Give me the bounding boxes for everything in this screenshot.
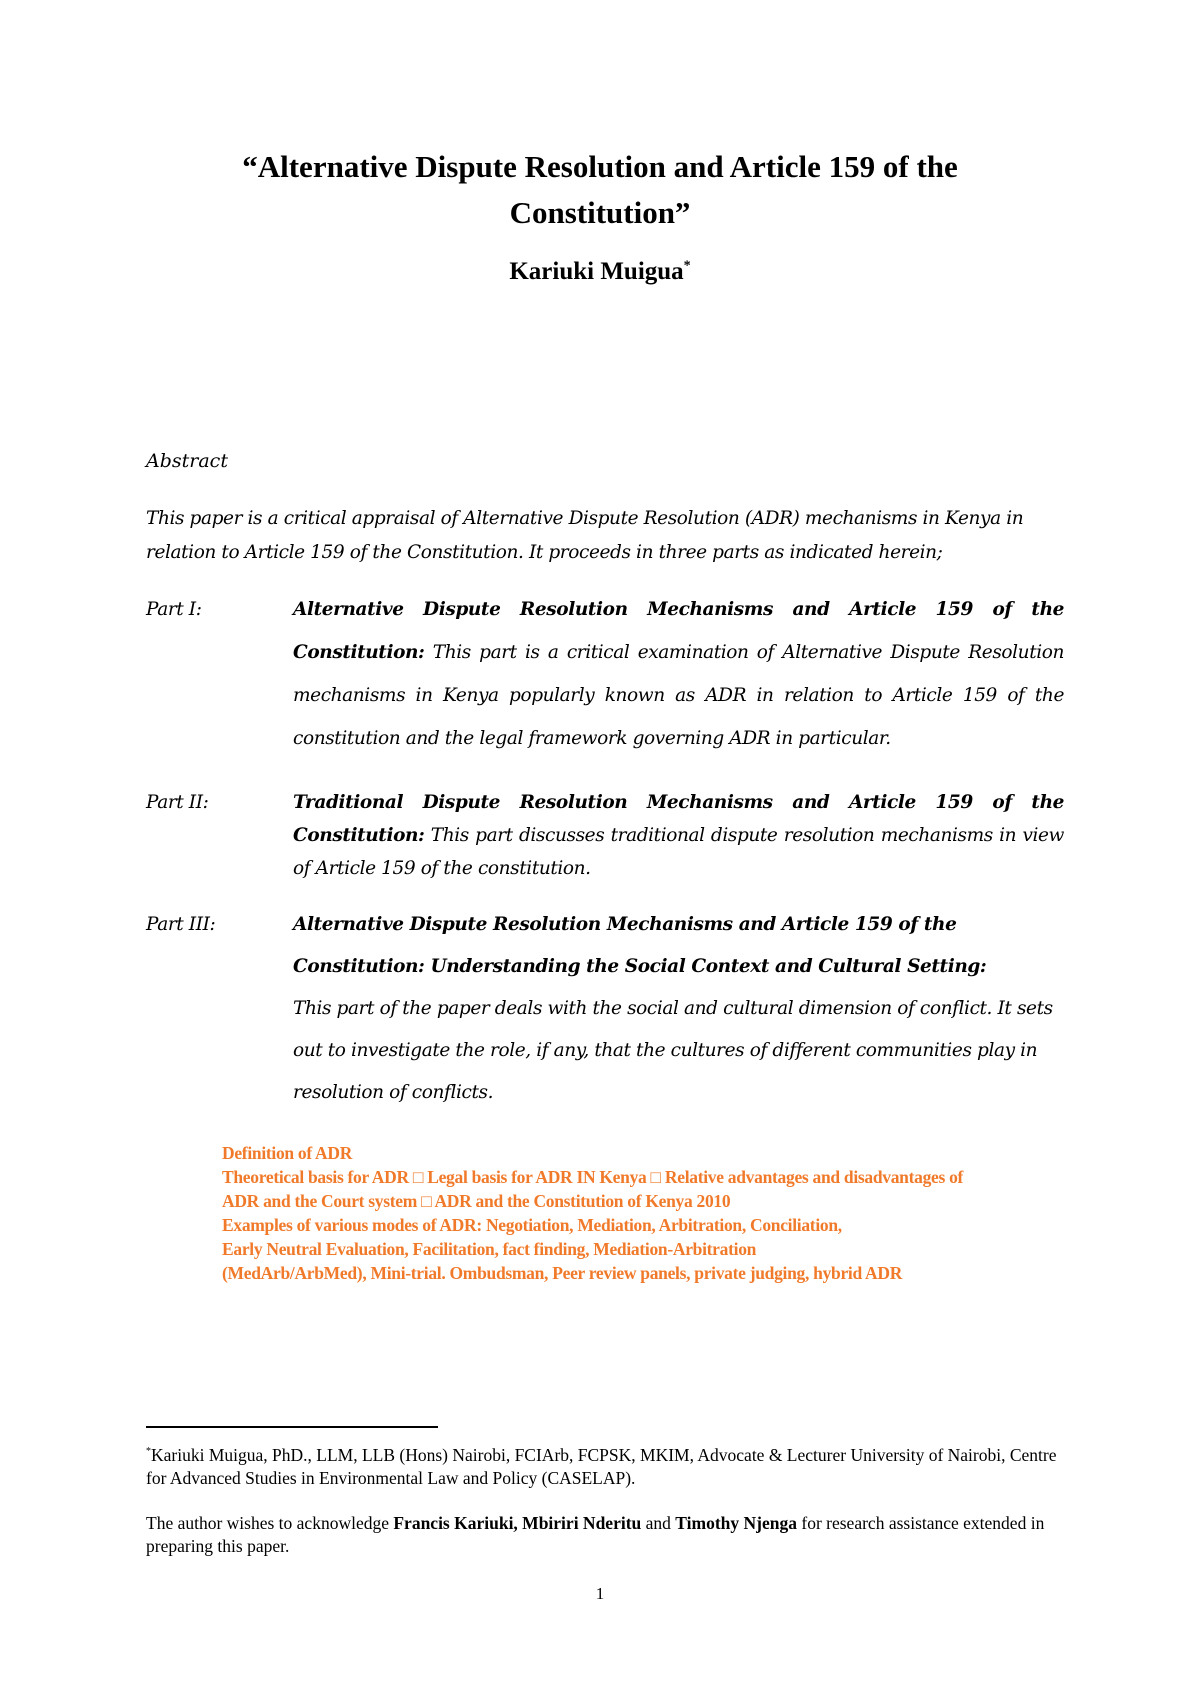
abstract-heading: Abstract: [146, 450, 228, 472]
ack-mid: and: [641, 1513, 676, 1533]
part-description: [293, 904, 1064, 1114]
paper-title: [150, 144, 1050, 236]
author-footnote-mark[interactable]: *: [683, 258, 691, 274]
outline-line: ADR and the Court system □ ADR and the Constitution of Kenya 2010: [222, 1191, 731, 1211]
page-number: 1: [595, 1584, 605, 1603]
author-footnote: [146, 1440, 1066, 1490]
outline-line: Early Neutral Evaluation, Facilitation, fact finding, Mediation-Arbitration: [222, 1239, 757, 1259]
part-label: Part III:: [146, 914, 216, 935]
part-label: Part II:: [146, 792, 209, 813]
author-line: [150, 258, 1050, 286]
outline-line: Definition of ADR: [222, 1143, 353, 1163]
part-heading: Alternative Dispute Resolution Mechanisms and Article 159 of the Constitution: Understanding the Social Context and Cultural Setting:: [293, 914, 987, 977]
part-label: Part I:: [146, 599, 202, 620]
part-description: [293, 588, 1064, 760]
ack-name-2: Timothy Njenga: [675, 1513, 797, 1533]
adr-outline: [222, 1141, 1092, 1285]
acknowledgement: [146, 1512, 1066, 1558]
part-text: This part is a critical examination of Alternative Dispute Resolution mechanisms in Kenya popularly known as ADR in relation to Article 159 of the constitution and the legal framework governing ADR in particular.: [293, 642, 1064, 749]
part-text: This part discusses traditional dispute resolution mechanisms in view of Article 159 of the constitution.: [293, 825, 1064, 879]
title-line-1: “Alternative Dispute Resolution and Article 159 of the: [242, 149, 958, 184]
ack-name-1: Francis Kariuki, Mbiriri Nderitu: [393, 1513, 642, 1533]
outline-line: Theoretical basis for ADR □ Legal basis for ADR IN Kenya □ Relative advantages and disadvantages of: [222, 1167, 964, 1187]
author-name: Kariuki Muigua: [509, 258, 684, 285]
ack-suffix: for research assistance extended in preparing this paper.: [146, 1513, 1045, 1556]
title-line-2: Constitution”: [509, 195, 691, 230]
outline-line: Examples of various modes of ADR: Negotiation, Mediation, Arbitration, Conciliation,: [222, 1215, 842, 1235]
footnote-separator: [146, 1426, 438, 1428]
part-heading: Traditional Dispute Resolution Mechanisms and Article 159 of the Constitution:: [293, 792, 1064, 846]
footnote-text: Kariuki Muigua, PhD., LLM, LLB (Hons) Nairobi, FCIArb, FCPSK, MKIM, Advocate & Lecturer University of Nairobi, Centre for Advanced Studies in Environmental Law and Policy (CASELAP).: [146, 1444, 1057, 1488]
outline-line: (MedArb/ArbMed), Mini-trial. Ombudsman, Peer review panels, private judging, hybrid ADR: [222, 1263, 903, 1283]
abstract-body: This paper is a critical appraisal of Alternative Dispute Resolution (ADR) mechanisms in Kenya in relation to Article 159 of the Constitution. It proceeds in three parts as indicated herein;: [146, 508, 1024, 563]
part-description: [293, 786, 1064, 885]
ack-prefix: The author wishes to acknowledge: [146, 1513, 394, 1533]
footnote-mark: *: [146, 1446, 151, 1457]
part-text: This part of the paper deals with the social and cultural dimension of conflict. It sets out to investigate the role, if any, that the cultures of different communities play in resolution of conflicts.: [293, 998, 1053, 1103]
part-heading: Alternative Dispute Resolution Mechanisms and Article 159 of the Constitution:: [293, 599, 1064, 663]
